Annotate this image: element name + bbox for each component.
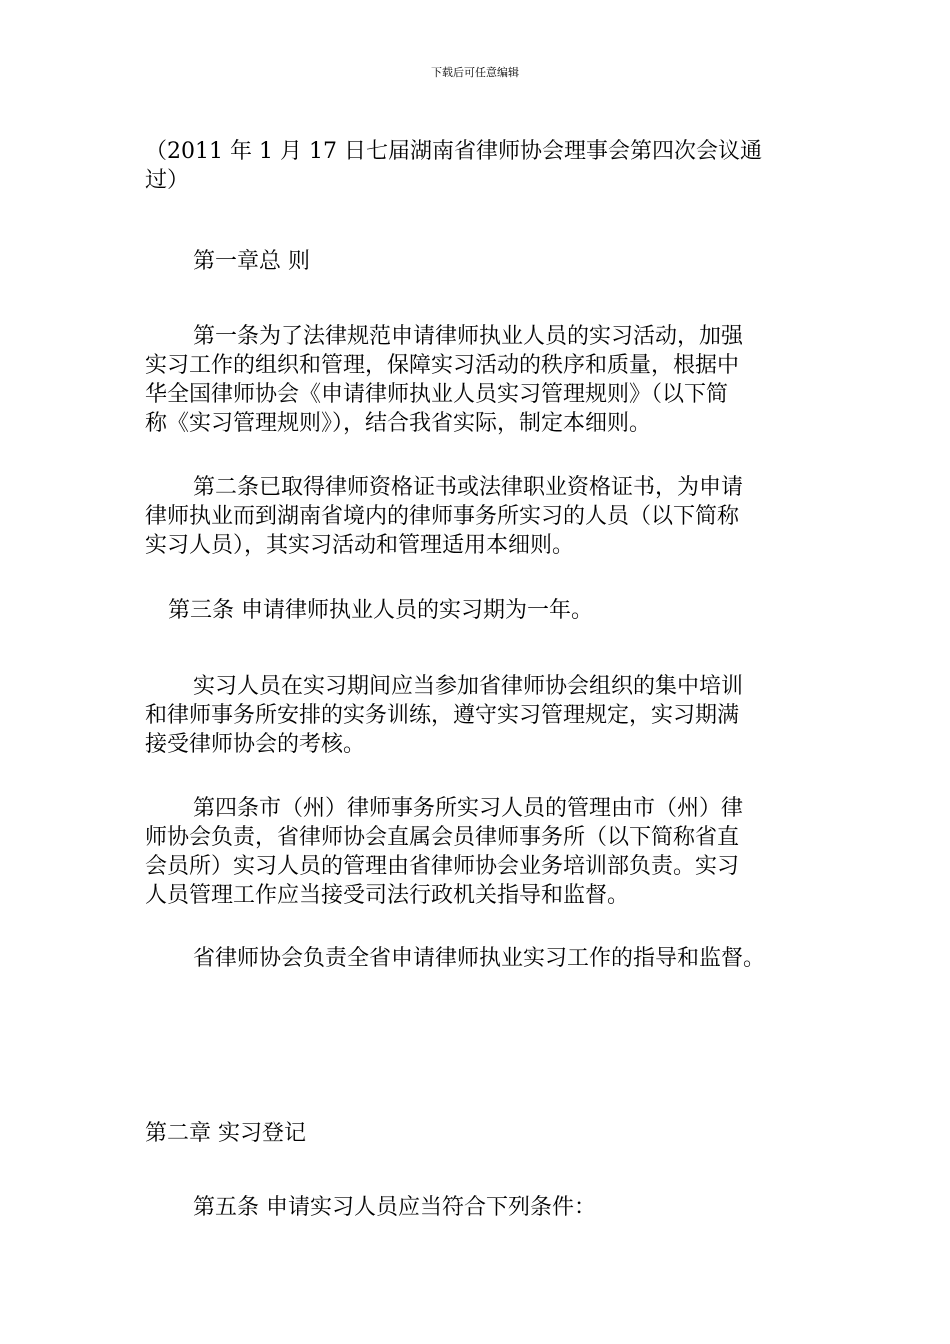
article-3-line: 和律师事务所安排的实务训练，遵守实习管理规定，实习期满 [145, 703, 740, 728]
article-4-line: 人员管理工作应当接受司法行政机关指导和监督。 [145, 883, 630, 908]
intro-line: （2011 年 1 月 17 日七届湖南省律师协会理事会第四次会议通 [145, 139, 762, 164]
article-1-line: 华全国律师协会《申请律师执业人员实习管理规则》（以下简 [145, 382, 729, 407]
article-2-line: 律师执业而到湖南省境内的律师事务所实习的人员（以下简称 [145, 504, 740, 529]
chapter2-title: 第二章 实习登记 [145, 1121, 306, 1146]
article-4-paragraph-2: 省律师协会负责全省申请律师执业实习工作的指导和监督。 [193, 946, 766, 971]
article-1 [145, 322, 805, 438]
article-3-line: 接受律师协会的考核。 [145, 732, 366, 757]
article-2-line: 第二条已取得律师资格证书或法律职业资格证书，为申请 [193, 475, 744, 500]
article-4-line: 师协会负责，省律师协会直属会员律师事务所（以下简称省直 [145, 825, 740, 850]
chapter1-title: 第一章总 则 [193, 249, 310, 274]
intro-line: 过） [145, 168, 190, 193]
article-4-line: 会员所）实习人员的管理由省律师协会业务培训部负责。实习 [145, 854, 740, 879]
page-header: 下载后可任意编辑 [431, 66, 519, 79]
article-1-line: 第一条为了法律规范申请律师执业人员的实习活动，加强 [193, 324, 744, 349]
article-1-line: 称《实习管理规则》），结合我省实际，制定本细则。 [145, 411, 652, 436]
article-3-line: 实习人员在实习期间应当参加省律师协会组织的集中培训 [193, 674, 744, 699]
article-3: 第三条 申请律师执业人员的实习期为一年。 [168, 598, 593, 623]
article-5: 第五条 申请实习人员应当符合下列条件： [193, 1195, 596, 1220]
article-4 [145, 794, 805, 910]
article-1-line: 实习工作的组织和管理，保障实习活动的秩序和质量，根据中 [145, 353, 740, 378]
article-2-line: 实习人员），其实习活动和管理适用本细则。 [145, 533, 575, 558]
article-4-line: 第四条市（州）律师事务所实习人员的管理由市（州）律 [193, 796, 744, 821]
article-2 [145, 473, 805, 560]
intro-paragraph [145, 137, 805, 195]
article-3-paragraph-2 [145, 672, 805, 759]
